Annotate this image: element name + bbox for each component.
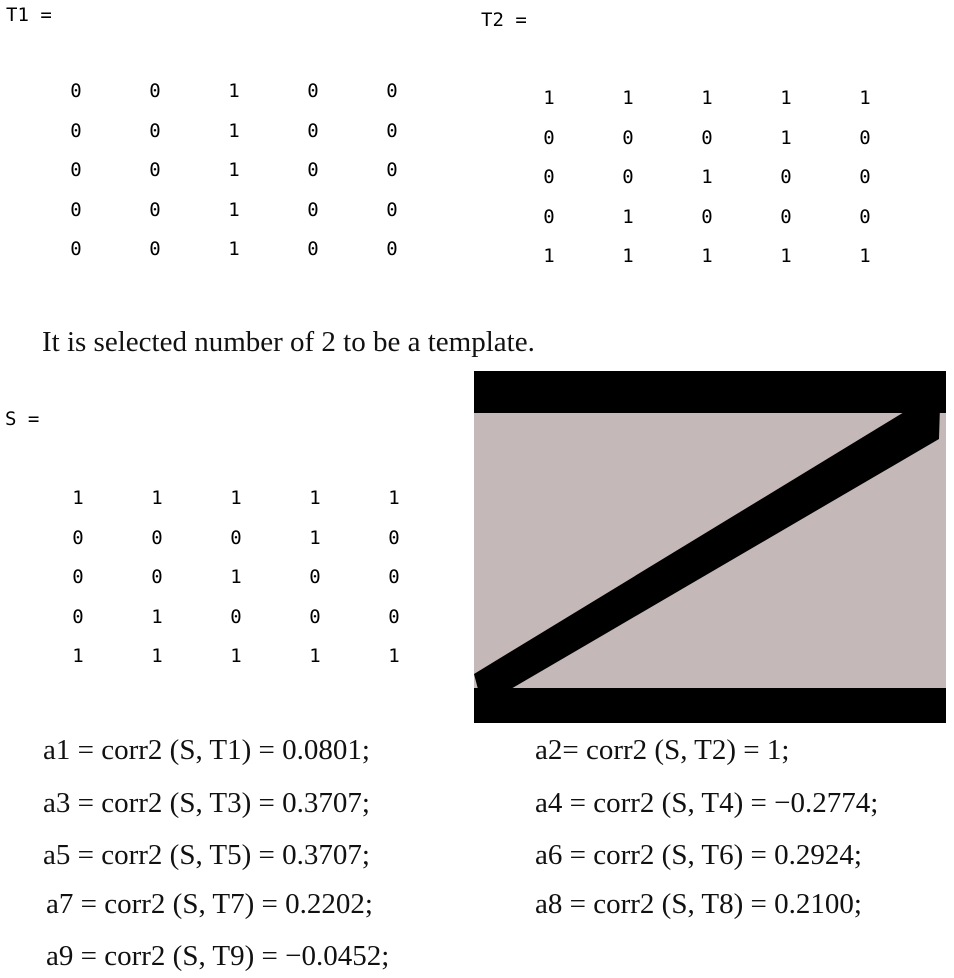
matrix-t1-label: T1 = — [6, 4, 52, 26]
matrix-cell: 0 — [388, 566, 400, 588]
equation-a2: a2= corr2 (S, T2) = 1; — [535, 734, 790, 766]
matrix-cell: 0 — [72, 526, 84, 549]
matrix-cell: 1 — [309, 645, 321, 667]
matrix-cell: 1 — [543, 245, 555, 267]
matrix-cell: 0 — [151, 566, 163, 588]
equation-a6: a6 = corr2 (S, T6) = 0.2924; — [535, 839, 862, 871]
matrix-cell: 0 — [230, 605, 242, 628]
matrix-cell: 0 — [149, 119, 161, 142]
matrix-cell: 1 — [151, 487, 163, 509]
matrix-cell: 1 — [228, 80, 240, 102]
matrix-cell: 0 — [388, 605, 400, 628]
matrix-cell: 0 — [230, 526, 242, 549]
matrix-cell: 1 — [622, 205, 634, 228]
matrix-cell: 1 — [228, 198, 240, 221]
matrix-cell: 0 — [701, 205, 713, 228]
matrix-cell: 1 — [388, 645, 400, 667]
matrix-cell: 0 — [780, 166, 792, 188]
matrix-cell: 0 — [70, 80, 82, 102]
matrix-cell: 1 — [72, 487, 84, 509]
matrix-cell: 1 — [780, 245, 792, 267]
matrix-cell: 0 — [386, 80, 398, 102]
equation-a7: a7 = corr2 (S, T7) = 0.2202; — [46, 888, 373, 920]
matrix-cell: 0 — [70, 119, 82, 142]
matrix-cell: 0 — [386, 238, 398, 260]
matrix-cell: 1 — [151, 645, 163, 667]
matrix-cell: 0 — [72, 605, 84, 628]
matrix-cell: 0 — [859, 205, 871, 228]
equation-a4: a4 = corr2 (S, T4) = −0.2774; — [535, 787, 879, 819]
matrix-cell: 1 — [309, 526, 321, 549]
matrix-cell: 0 — [151, 526, 163, 549]
equation-a5: a5 = corr2 (S, T5) = 0.3707; — [43, 839, 370, 871]
equation-a3: a3 = corr2 (S, T3) = 0.3707; — [43, 787, 370, 819]
matrix-cell: 0 — [622, 126, 634, 149]
equation-a9: a9 = corr2 (S, T9) = −0.0452; — [46, 940, 390, 972]
matrix-cell: 0 — [307, 198, 319, 221]
matrix-cell: 1 — [701, 87, 713, 109]
matrix-cell: 1 — [228, 159, 240, 181]
matrix-cell: 0 — [543, 126, 555, 149]
matrix-cell: 0 — [859, 126, 871, 149]
matrix-cell: 1 — [701, 166, 713, 188]
matrix-cell: 1 — [859, 245, 871, 267]
matrix-cell: 1 — [230, 566, 242, 588]
caption-text: It is selected number of 2 to be a template. — [42, 326, 535, 358]
matrix-cell: 0 — [149, 80, 161, 102]
matrix-cell: 1 — [701, 245, 713, 267]
matrix-t2-label: T2 = — [481, 9, 527, 31]
matrix-cell: 0 — [70, 159, 82, 181]
matrix-cell: 0 — [388, 526, 400, 549]
matrix-cell: 1 — [622, 87, 634, 109]
matrix-cell: 0 — [70, 198, 82, 221]
matrix-cell: 0 — [543, 166, 555, 188]
z-bottom-bar — [474, 688, 946, 723]
matrix-cell: 0 — [149, 198, 161, 221]
matrix-cell: 0 — [149, 238, 161, 260]
z-top-bar — [474, 371, 946, 413]
matrix-cell: 0 — [307, 238, 319, 260]
matrix-cell: 1 — [780, 126, 792, 149]
matrix-cell: 0 — [386, 119, 398, 142]
matrix-cell: 0 — [386, 159, 398, 181]
equation-a8: a8 = corr2 (S, T8) = 0.2100; — [535, 888, 862, 920]
matrix-cell: 1 — [622, 245, 634, 267]
matrix-cell: 0 — [309, 566, 321, 588]
matrix-cell: 0 — [307, 119, 319, 142]
matrix-cell: 1 — [859, 87, 871, 109]
matrix-cell: 0 — [307, 159, 319, 181]
matrix-cell: 1 — [228, 119, 240, 142]
matrix-cell: 0 — [622, 166, 634, 188]
matrix-cell: 0 — [307, 80, 319, 102]
matrix-cell: 0 — [780, 205, 792, 228]
matrix-cell: 0 — [543, 205, 555, 228]
matrix-cell: 1 — [388, 487, 400, 509]
matrix-cell: 1 — [230, 487, 242, 509]
template-image — [474, 371, 946, 723]
matrix-cell: 0 — [149, 159, 161, 181]
matrix-cell: 0 — [309, 605, 321, 628]
matrix-cell: 0 — [70, 238, 82, 260]
matrix-cell: 1 — [309, 487, 321, 509]
z-shape-graphic — [474, 371, 946, 723]
matrix-cell: 1 — [230, 645, 242, 667]
matrix-cell: 0 — [386, 198, 398, 221]
matrix-cell: 0 — [701, 126, 713, 149]
matrix-cell: 1 — [151, 605, 163, 628]
matrix-cell: 0 — [72, 566, 84, 588]
matrix-cell: 1 — [543, 87, 555, 109]
equation-a1: a1 = corr2 (S, T1) = 0.0801; — [43, 734, 370, 766]
matrix-cell: 1 — [780, 87, 792, 109]
matrix-cell: 1 — [72, 645, 84, 667]
matrix-cell: 0 — [859, 166, 871, 188]
matrix-s-label: S = — [5, 408, 40, 430]
matrix-cell: 1 — [228, 238, 240, 260]
